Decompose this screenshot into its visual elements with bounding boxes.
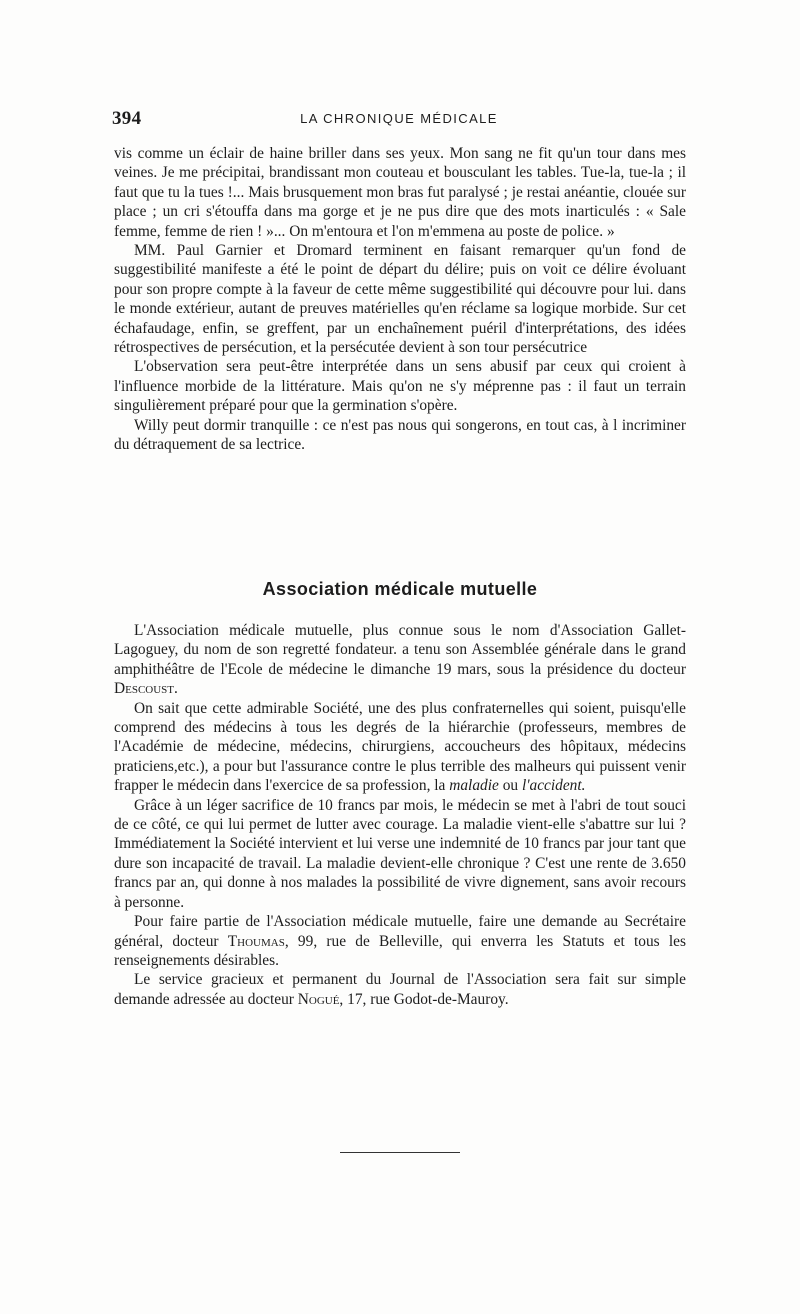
text-run: 99, rue de Belleville, qui enverra les Statuts et tous les renseignements désirables. (114, 932, 686, 969)
emphasis: maladie (449, 777, 499, 795)
text-run: 17, rue Godot-de-Mauroy. (347, 990, 509, 1008)
emphasis: l'accident. (521, 777, 586, 795)
continued-article (114, 144, 686, 455)
paragraph: Willy peut dormir tranquille : ce n'est pas nous qui songerons, en tout cas, à l incriminer du détraquement de sa lectrice. (114, 416, 686, 454)
text-run: Le service gracieux et permanent du Journal de l'Association sera fait sur simple demande adressée au docteur (114, 971, 686, 1008)
text-run: On sait que cette admirable Société, une des plus confraternelles qui soient, puisqu'elle comprend des médecins à tous les degrés de la hiérarchie (professeurs, membres de l'Académie de médecine, médecins, chirurgiens, accoucheurs des hôpitaux, médecins praticiens,etc.), a pour but l'assurance contre le plus terrible des malheurs qui puissent venir frapper le médecin dans l'exercice de sa profession, la (114, 699, 686, 795)
paragraph: MM. Paul Garnier et Dromard terminent en faisant remarquer qu'un fond de suggestibilité manifeste a été le point de départ du délire; puis on voit ce délire évoluant pour son propre compte à la faveur de cette même suggestibilité qui découvre pour lui. dans le monde extérieur, autant de preuves matérielles qu'en réclame sa logique morbide. Sur cet échafaudage, enfin, se greffent, par un enchaînement puéril d'interprétations, des idées rétrospectives de persécution, et la persécutée devient à son tour persécutrice (114, 242, 686, 357)
end-rule (340, 1152, 460, 1153)
running-title: LA CHRONIQUE MÉDICALE (300, 111, 498, 126)
section-heading: Association médicale mutuelle (262, 579, 538, 599)
page-number: 394 (112, 108, 142, 129)
person-name: Thoumas, (227, 932, 289, 950)
text-run: ou (502, 777, 519, 795)
text-run: L'Association médicale mutuelle, plus connue sous le nom d'Association Gallet-Lagoguey, du nom de son regretté fondateur. a tenu son Assemblée générale dans le grand amphithéâtre de l'Ecole de médecine le dimanche 19 mars, sous la présidence du docteur (114, 622, 686, 678)
paragraph (114, 970, 686, 1009)
paragraph (114, 621, 686, 699)
paragraph: vis comme un éclair de haine briller dans ses yeux. Mon sang ne fit qu'un tour dans mes veines. Je me précipitai, brandissant mon couteau et bousculant les tables. Tue-la, tue-la ; il faut que tu la tues !... Mais brusquement mon bras fut paralysé ; je restai anéantie, clouée sur place ; un cri s'étouffa dans ma gorge et je ne pus dire que des mots inarticulés : « Sale femme, femme de rien ! »... On m'entoura et l'on m'emmena au poste de police. » (114, 145, 686, 240)
paragraph (114, 912, 686, 970)
page-header (112, 108, 686, 138)
paragraph: Grâce à un léger sacrifice de 10 francs par mois, le médecin se met à l'abri de tout souci de ce côté, ce qui lui permet de lutter avec courage. La maladie vient-elle s'abattre sur lui ? Immédiatement la Société intervient et lui verse une indemnité de 10 francs par jour tant que dure son incapacité de travail. La maladie devient-elle chronique ? C'est une rente de 3.650 francs par an, qui donne à nos malades la possibilité de vivre dignement, sans avoir recours à personne. (114, 796, 686, 911)
person-name: Descoust. (114, 680, 178, 698)
person-name: Nogué, (297, 990, 344, 1008)
paragraph (114, 699, 686, 796)
association-article (114, 621, 686, 1009)
text-run: Pour faire partie de l'Association médicale mutuelle, faire une demande au Secrétaire général, docteur (114, 913, 686, 950)
paragraph: L'observation sera peut-être interprétée dans un sens abusif par ceux qui croient à l'influence morbide de la littérature. Mais qu'on ne s'y méprenne pas : il faut un terrain singulièrement préparé pour que la germination s'opère. (114, 358, 686, 415)
